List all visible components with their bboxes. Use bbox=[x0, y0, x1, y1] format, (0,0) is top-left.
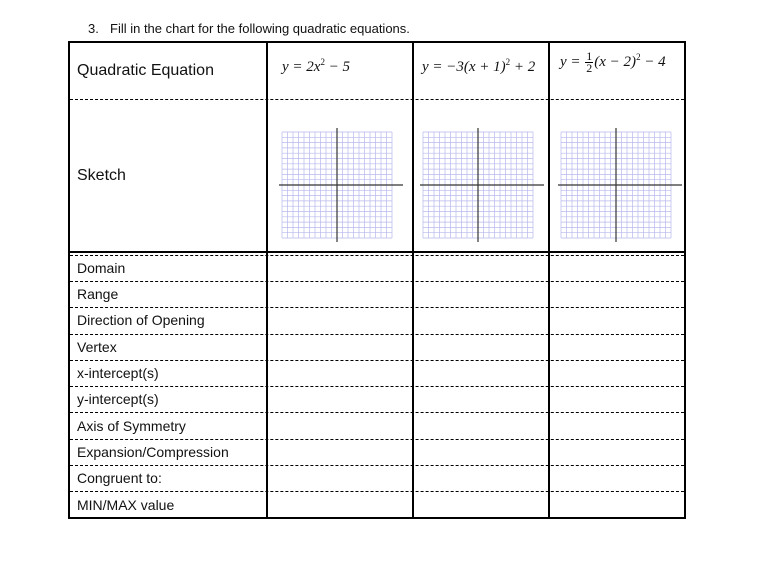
row-divider bbox=[70, 386, 684, 387]
row-label-x-intercepts: x-intercept(s) bbox=[77, 365, 159, 381]
row-label-min-max: MIN/MAX value bbox=[77, 497, 175, 513]
sketch-grid-3[interactable] bbox=[558, 128, 682, 242]
instruction-text: Fill in the chart for the following quadratic equations. bbox=[110, 21, 410, 36]
row-divider bbox=[70, 307, 684, 308]
row-divider bbox=[70, 251, 684, 256]
equation-1: $y = 2x^2 - 5$ bbox=[282, 57, 351, 75]
row-label-direction: Direction of Opening bbox=[77, 312, 205, 328]
sketch-label: Sketch bbox=[77, 167, 126, 184]
sketch-grid-1[interactable] bbox=[279, 128, 403, 242]
row-label-domain: Domain bbox=[77, 260, 126, 276]
header-label: Quadratic Equation bbox=[77, 62, 214, 79]
quadratic-chart-table bbox=[68, 41, 686, 519]
row-label-axis-of-symmetry: Axis of Symmetry bbox=[77, 418, 186, 434]
row-label-expansion: Expansion/Compression bbox=[77, 444, 229, 460]
row-divider bbox=[70, 491, 684, 492]
equation-2: $y = -3(x + 1)^2 + 2$ bbox=[422, 57, 536, 75]
instruction bbox=[88, 21, 410, 36]
row-divider bbox=[70, 465, 684, 466]
row-label-range: Range bbox=[77, 286, 119, 302]
question-number: 3. bbox=[88, 21, 99, 36]
equation-3: y = $\frac{1}{2}$ $(x - 2)^2 - 4$ bbox=[560, 49, 666, 75]
column-divider bbox=[412, 43, 414, 517]
row-divider bbox=[70, 412, 684, 413]
row-label-congruent: Congruent to: bbox=[77, 470, 162, 486]
row-divider bbox=[70, 281, 684, 282]
column-divider bbox=[266, 43, 268, 517]
row-divider bbox=[70, 439, 684, 440]
row-divider bbox=[70, 360, 684, 361]
row-label-y-intercepts: y-intercept(s) bbox=[77, 391, 159, 407]
sketch-grid-2[interactable] bbox=[420, 128, 544, 242]
row-divider bbox=[70, 334, 684, 335]
column-divider bbox=[548, 43, 550, 517]
row-divider bbox=[70, 99, 684, 100]
row-label-vertex: Vertex bbox=[77, 339, 117, 355]
